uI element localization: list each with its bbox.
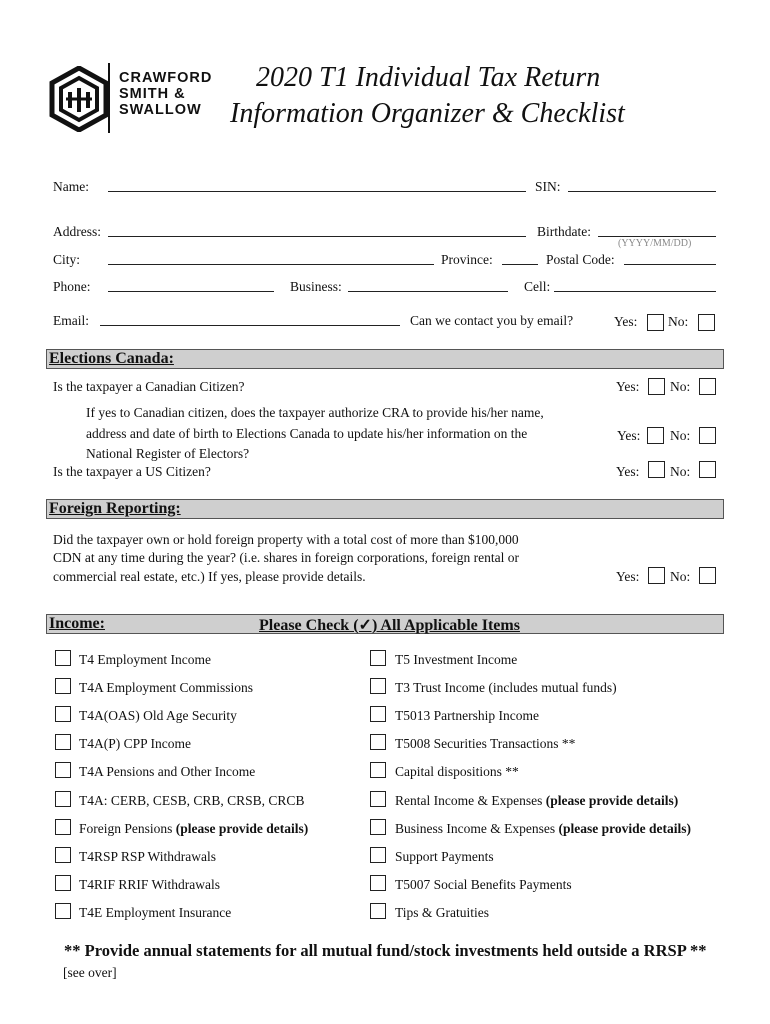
email-no-label: No: — [668, 314, 689, 329]
income-right-item — [395, 652, 517, 668]
income-left-item — [79, 821, 308, 837]
income-right-item — [395, 877, 572, 893]
authorize-yes-checkbox[interactable] — [647, 427, 664, 444]
income-left-item — [79, 708, 237, 724]
income-left-item-label: T4A: CERB, CESB, CRB, CRSB, CRCB — [79, 793, 305, 808]
income-right-item-label: Rental Income & Expenses — [395, 793, 546, 808]
income-subtitle: Please Check (✓) All Applicable Items — [259, 617, 520, 634]
income-right-checkbox[interactable] — [370, 875, 386, 891]
income-right-checkbox[interactable] — [370, 650, 386, 666]
authorize-no-label: No: — [670, 428, 691, 443]
cell-label: Cell: — [524, 279, 551, 294]
income-left-item-label: T4 Employment Income — [79, 652, 211, 667]
citizen-yes-checkbox[interactable] — [648, 378, 665, 395]
income-right-checkbox[interactable] — [370, 678, 386, 694]
income-right-item — [395, 764, 519, 780]
authorize-yes-label: Yes: — [617, 428, 641, 443]
income-left-item-label: T4RSP RSP Withdrawals — [79, 849, 216, 864]
income-left-item-label: T4A(OAS) Old Age Security — [79, 708, 237, 723]
province-field[interactable] — [502, 264, 538, 265]
income-left-item-label: Foreign Pensions — [79, 821, 176, 836]
income-right-checkbox[interactable] — [370, 791, 386, 807]
income-left-item — [79, 849, 216, 865]
income-right-item-label: T5013 Partnership Income — [395, 708, 539, 723]
income-left-checkbox[interactable] — [55, 791, 71, 807]
income-right-item — [395, 821, 691, 837]
income-left-checkbox[interactable] — [55, 706, 71, 722]
income-right-checkbox[interactable] — [370, 847, 386, 863]
cra-authorize-line-2: address and date of birth to Elections Canada to update his/her information on the — [86, 426, 528, 441]
logo-wordmark — [119, 70, 212, 118]
income-right-item — [395, 680, 617, 696]
income-left-item — [79, 736, 191, 752]
elections-title: Elections Canada: — [49, 350, 174, 367]
elections-section-header — [46, 349, 724, 369]
foreign-question-line-3: commercial real estate, etc.) If yes, please provide details. — [53, 569, 366, 584]
us-yes-label: Yes: — [616, 464, 640, 479]
phone-field[interactable] — [108, 291, 274, 292]
foreign-no-checkbox[interactable] — [699, 567, 716, 584]
citizen-yes-label: Yes: — [616, 379, 640, 394]
foreign-question-line-2: CDN at any time during the year? (i.e. shares in foreign corporations, foreign rental or — [53, 550, 519, 565]
cra-authorize-line-1: If yes to Canadian citizen, does the taxpayer authorize CRA to provide his/her name, — [86, 405, 544, 420]
logo-line-3: SWALLOW — [119, 102, 202, 118]
income-right-checkbox[interactable] — [370, 706, 386, 722]
income-right-item-label: Support Payments — [395, 849, 494, 864]
email-label: Email: — [53, 313, 89, 328]
income-left-checkbox[interactable] — [55, 650, 71, 666]
income-right-item-label: Business Income & Expenses — [395, 821, 559, 836]
see-over: [see over] — [63, 965, 117, 980]
income-left-item-label: T4A Pensions and Other Income — [79, 764, 256, 779]
address-field[interactable] — [108, 236, 526, 237]
foreign-question-line-1: Did the taxpayer own or hold foreign property with a total cost of more than $100,000 — [53, 532, 519, 547]
income-title: Income: — [49, 615, 105, 632]
income-right-item-note: (please provide details) — [558, 821, 691, 836]
foreign-yes-label: Yes: — [616, 569, 640, 584]
income-left-checkbox[interactable] — [55, 847, 71, 863]
income-left-item-label: T4RIF RRIF Withdrawals — [79, 877, 220, 892]
income-left-item — [79, 764, 255, 780]
income-right-item-label: Capital dispositions ** — [395, 764, 519, 779]
income-left-item — [79, 652, 211, 668]
citizen-no-label: No: — [670, 379, 691, 394]
income-right-item — [395, 736, 575, 752]
sin-field[interactable] — [568, 191, 716, 192]
us-no-checkbox[interactable] — [699, 461, 716, 478]
authorize-no-checkbox[interactable] — [699, 427, 716, 444]
income-left-item — [79, 877, 220, 893]
business-field[interactable] — [348, 291, 508, 292]
cell-field[interactable] — [554, 291, 716, 292]
income-right-item-label: T5 Investment Income — [395, 652, 518, 667]
foreign-yes-checkbox[interactable] — [648, 567, 665, 584]
logo-divider — [108, 63, 110, 133]
income-left-checkbox[interactable] — [55, 819, 71, 835]
income-left-item — [79, 680, 253, 696]
birthdate-hint: (YYYY/MM/DD) — [618, 238, 692, 249]
income-left-checkbox[interactable] — [55, 678, 71, 694]
income-right-item — [395, 905, 489, 921]
logo-line-1: CRAWFORD — [119, 70, 213, 86]
title-line-1: 2020 T1 Individual Tax Return — [256, 62, 601, 93]
income-left-item-label: T4A(P) CPP Income — [79, 736, 191, 751]
income-right-item — [395, 849, 494, 865]
email-no-checkbox[interactable] — [698, 314, 715, 331]
income-left-checkbox[interactable] — [55, 762, 71, 778]
email-yes-label: Yes: — [614, 314, 638, 329]
city-field[interactable] — [108, 264, 434, 265]
foreign-title: Foreign Reporting: — [49, 500, 181, 517]
income-left-item-label: T4E Employment Insurance — [79, 905, 232, 920]
cra-authorize-line-3: National Register of Electors? — [86, 446, 250, 461]
income-left-checkbox[interactable] — [55, 875, 71, 891]
income-left-item-label: T4A Employment Commissions — [79, 680, 254, 695]
postal-code-label: Postal Code: — [546, 252, 615, 267]
us-citizen-question: Is the taxpayer a US Citizen? — [53, 464, 211, 479]
citizen-no-checkbox[interactable] — [699, 378, 716, 395]
income-left-item-note: (please provide details) — [175, 821, 309, 836]
phone-label: Phone: — [53, 279, 91, 294]
income-right-item-label: T5008 Securities Transactions ** — [395, 736, 576, 751]
name-label: Name: — [53, 179, 89, 194]
sin-label: SIN: — [535, 179, 561, 194]
income-right-item-label: T3 Trust Income (includes mutual funds) — [395, 680, 617, 695]
postal-code-field[interactable] — [624, 264, 716, 265]
foreign-section-header — [46, 499, 724, 519]
logo — [48, 66, 110, 132]
income-right-checkbox[interactable] — [370, 903, 386, 919]
foreign-no-label: No: — [670, 569, 691, 584]
income-left-item — [79, 905, 231, 921]
email-yes-checkbox[interactable] — [647, 314, 664, 331]
logo-line-2: SMITH & — [119, 86, 186, 102]
city-label: City: — [53, 252, 81, 267]
income-right-checkbox[interactable] — [370, 762, 386, 778]
income-section-header — [46, 614, 724, 634]
contact-email-question: Can we contact you by email? — [410, 313, 574, 328]
title-line-2: Information Organizer & Checklist — [230, 98, 625, 129]
income-right-item-label: T5007 Social Benefits Payments — [395, 877, 572, 892]
us-no-label: No: — [670, 464, 691, 479]
us-yes-checkbox[interactable] — [648, 461, 665, 478]
income-right-item — [395, 708, 539, 724]
birthdate-label: Birthdate: — [537, 224, 591, 239]
birthdate-field[interactable] — [598, 236, 716, 237]
address-label: Address: — [53, 224, 101, 239]
name-field[interactable] — [108, 191, 526, 192]
income-left-item — [79, 793, 304, 809]
income-right-checkbox[interactable] — [370, 734, 386, 750]
email-field[interactable] — [100, 325, 400, 326]
footer-note: ** Provide annual statements for all mutual fund/stock investments held outside a RRSP ** — [64, 941, 707, 960]
income-right-item-note: (please provide details) — [545, 793, 679, 808]
income-left-checkbox[interactable] — [55, 734, 71, 750]
canadian-citizen-question: Is the taxpayer a Canadian Citizen? — [53, 379, 245, 394]
income-right-item-label: Tips & Gratuities — [395, 905, 490, 920]
crawford-logo-icon — [48, 66, 110, 132]
province-label: Province: — [441, 252, 493, 267]
income-left-checkbox[interactable] — [55, 903, 71, 919]
income-right-item — [395, 793, 678, 809]
income-right-checkbox[interactable] — [370, 819, 386, 835]
business-label: Business: — [290, 279, 342, 294]
